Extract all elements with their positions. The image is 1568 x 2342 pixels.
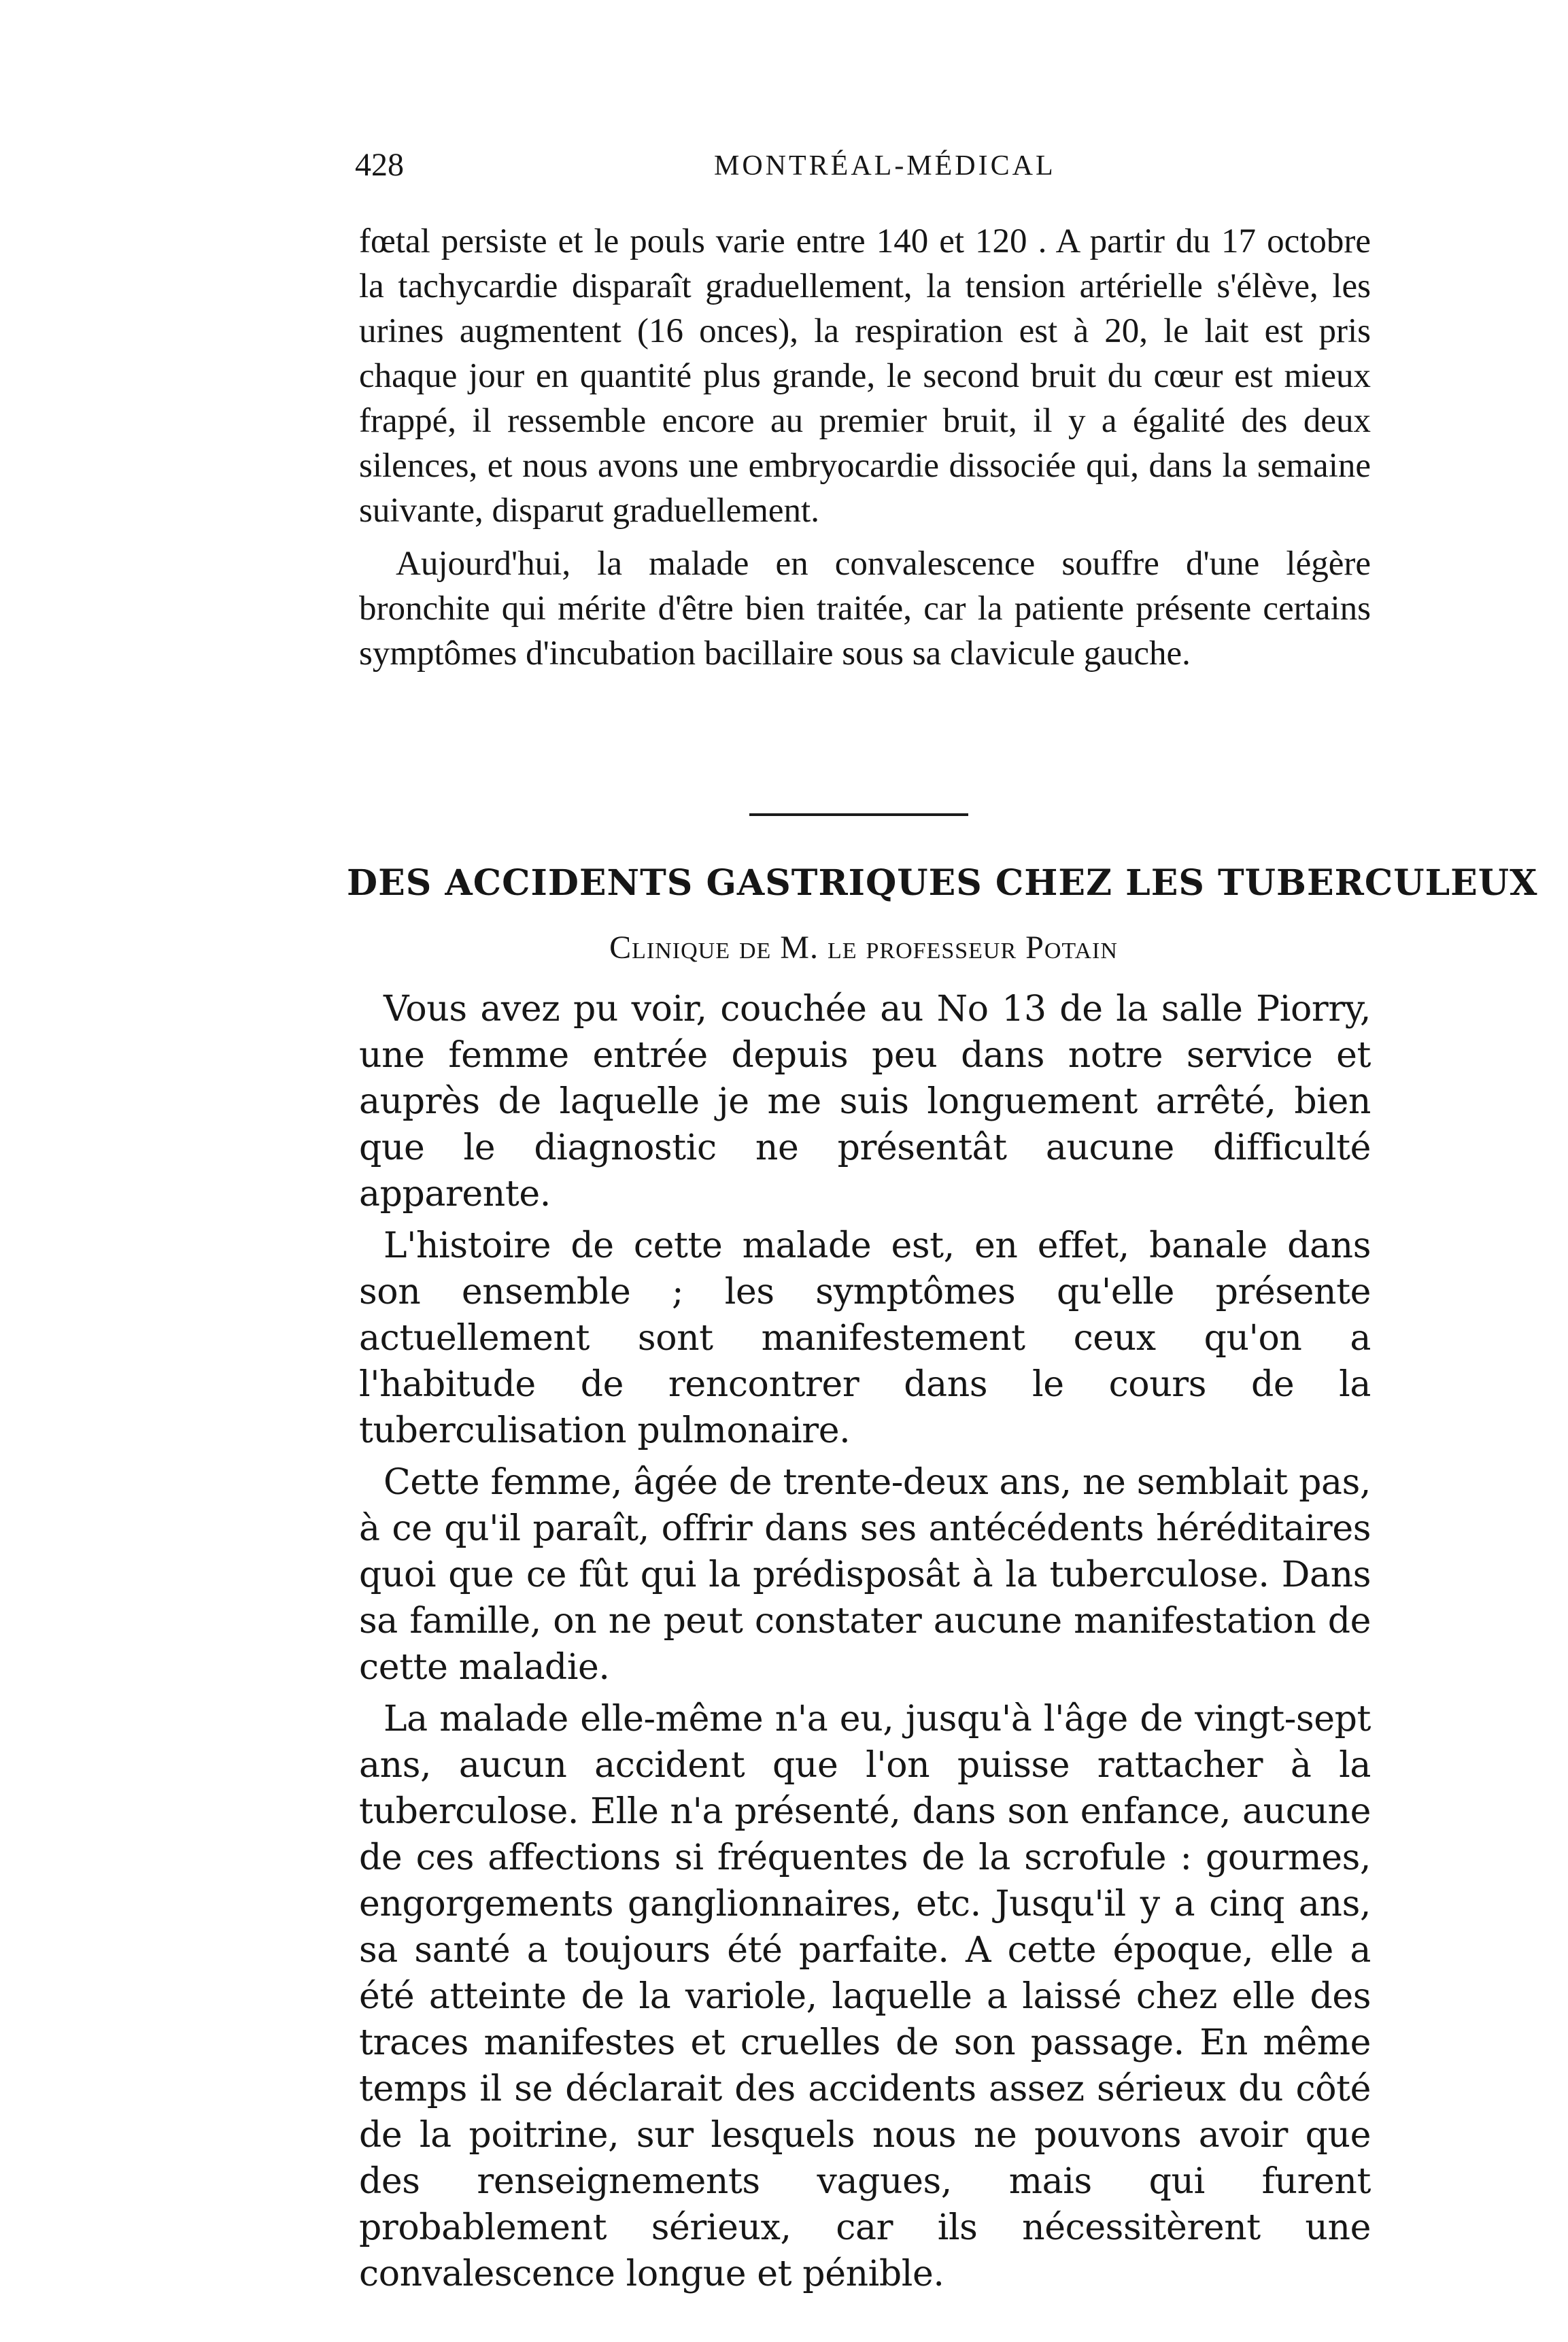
page-number: 428 [355,147,404,183]
paragraph: La malade elle-même n'a eu, jusqu'à l'âge de vingt-sept ans, aucun accident que l'on puisse rattacher à la tuberculose. Elle n'a présenté, dans son enfance, aucune de ces affections si fréquentes de la scrofule : gourmes, engorgements ganglionnaires, etc. Jusqu'il y a cinq ans, sa santé a toujours été parfaite. A cette époque, elle a été atteinte de la variole, laquelle a laissé chez elle des traces manifestes et cruelles de son passage. En même temps il se déclarait des accidents assez sérieux du côté de la poitrine, sur lesquels nous ne pouvons avoir que des renseignements vagues, mais qui furent probablement sérieux, car ils nécessitèrent une convalescence longue et pénible. [359,1699,1371,2294]
paragraph: fœtal persiste et le pouls varie entre 140 et 120 . A partir du 17 octobre la tachycardie disparaît graduellement, la tension artérielle s'élève, les urines augmentent (16 onces), la respiration est à 20, le lait est pris chaque jour en quantité plus grande, le second bruit du cœur est mieux frappé, il ressemble encore au premier bruit, il y a égalité des deux silences, et nous avons une embryocardie dissociée qui, dans la semaine suivante, disparut graduellement. [359,222,1371,530]
article-title: DES ACCIDENTS GASTRIQUES CHEZ LES TUBERCULEUX [347,862,1538,904]
continued-text [359,219,1371,676]
paragraph: L'histoire de cette malade est, en effet, banale dans son ensemble ; les symptômes qu'elle présente actuellement sont manifestement ceux qu'on a l'habitude de rencontrer dans le cours de la tuberculisation pulmonaire. [359,1225,1371,1451]
paragraph: Aujourd'hui, la malade en convalescence souffre d'une légère bronchite qui mérite d'être bien traitée, car la patiente présente certains symptômes d'incubation bacillaire sous sa clavicule gauche. [359,545,1371,673]
section-divider [749,813,968,816]
paragraph: Vous avez pu voir, couchée au No 13 de la salle Piorry, une femme entrée depuis peu dans notre service et auprès de laquelle je me suis longuement arrêté, bien que le diagnostic ne présentât aucune difficulté apparente. [359,989,1371,1215]
article-body [359,986,1371,2297]
running-title: MONTRÉAL-MÉDICAL [714,150,1056,182]
article-subtitle: Clinique de M. le professeur Potain [609,930,1118,966]
paragraph: Cette femme, âgée de trente-deux ans, ne semblait pas, à ce qu'il paraît, offrir dans ses antécédents héréditaires quoi que ce fût qui la prédisposât à la tuberculose. Dans sa famille, on ne peut constater aucune manifestation de cette maladie. [359,1462,1371,1688]
